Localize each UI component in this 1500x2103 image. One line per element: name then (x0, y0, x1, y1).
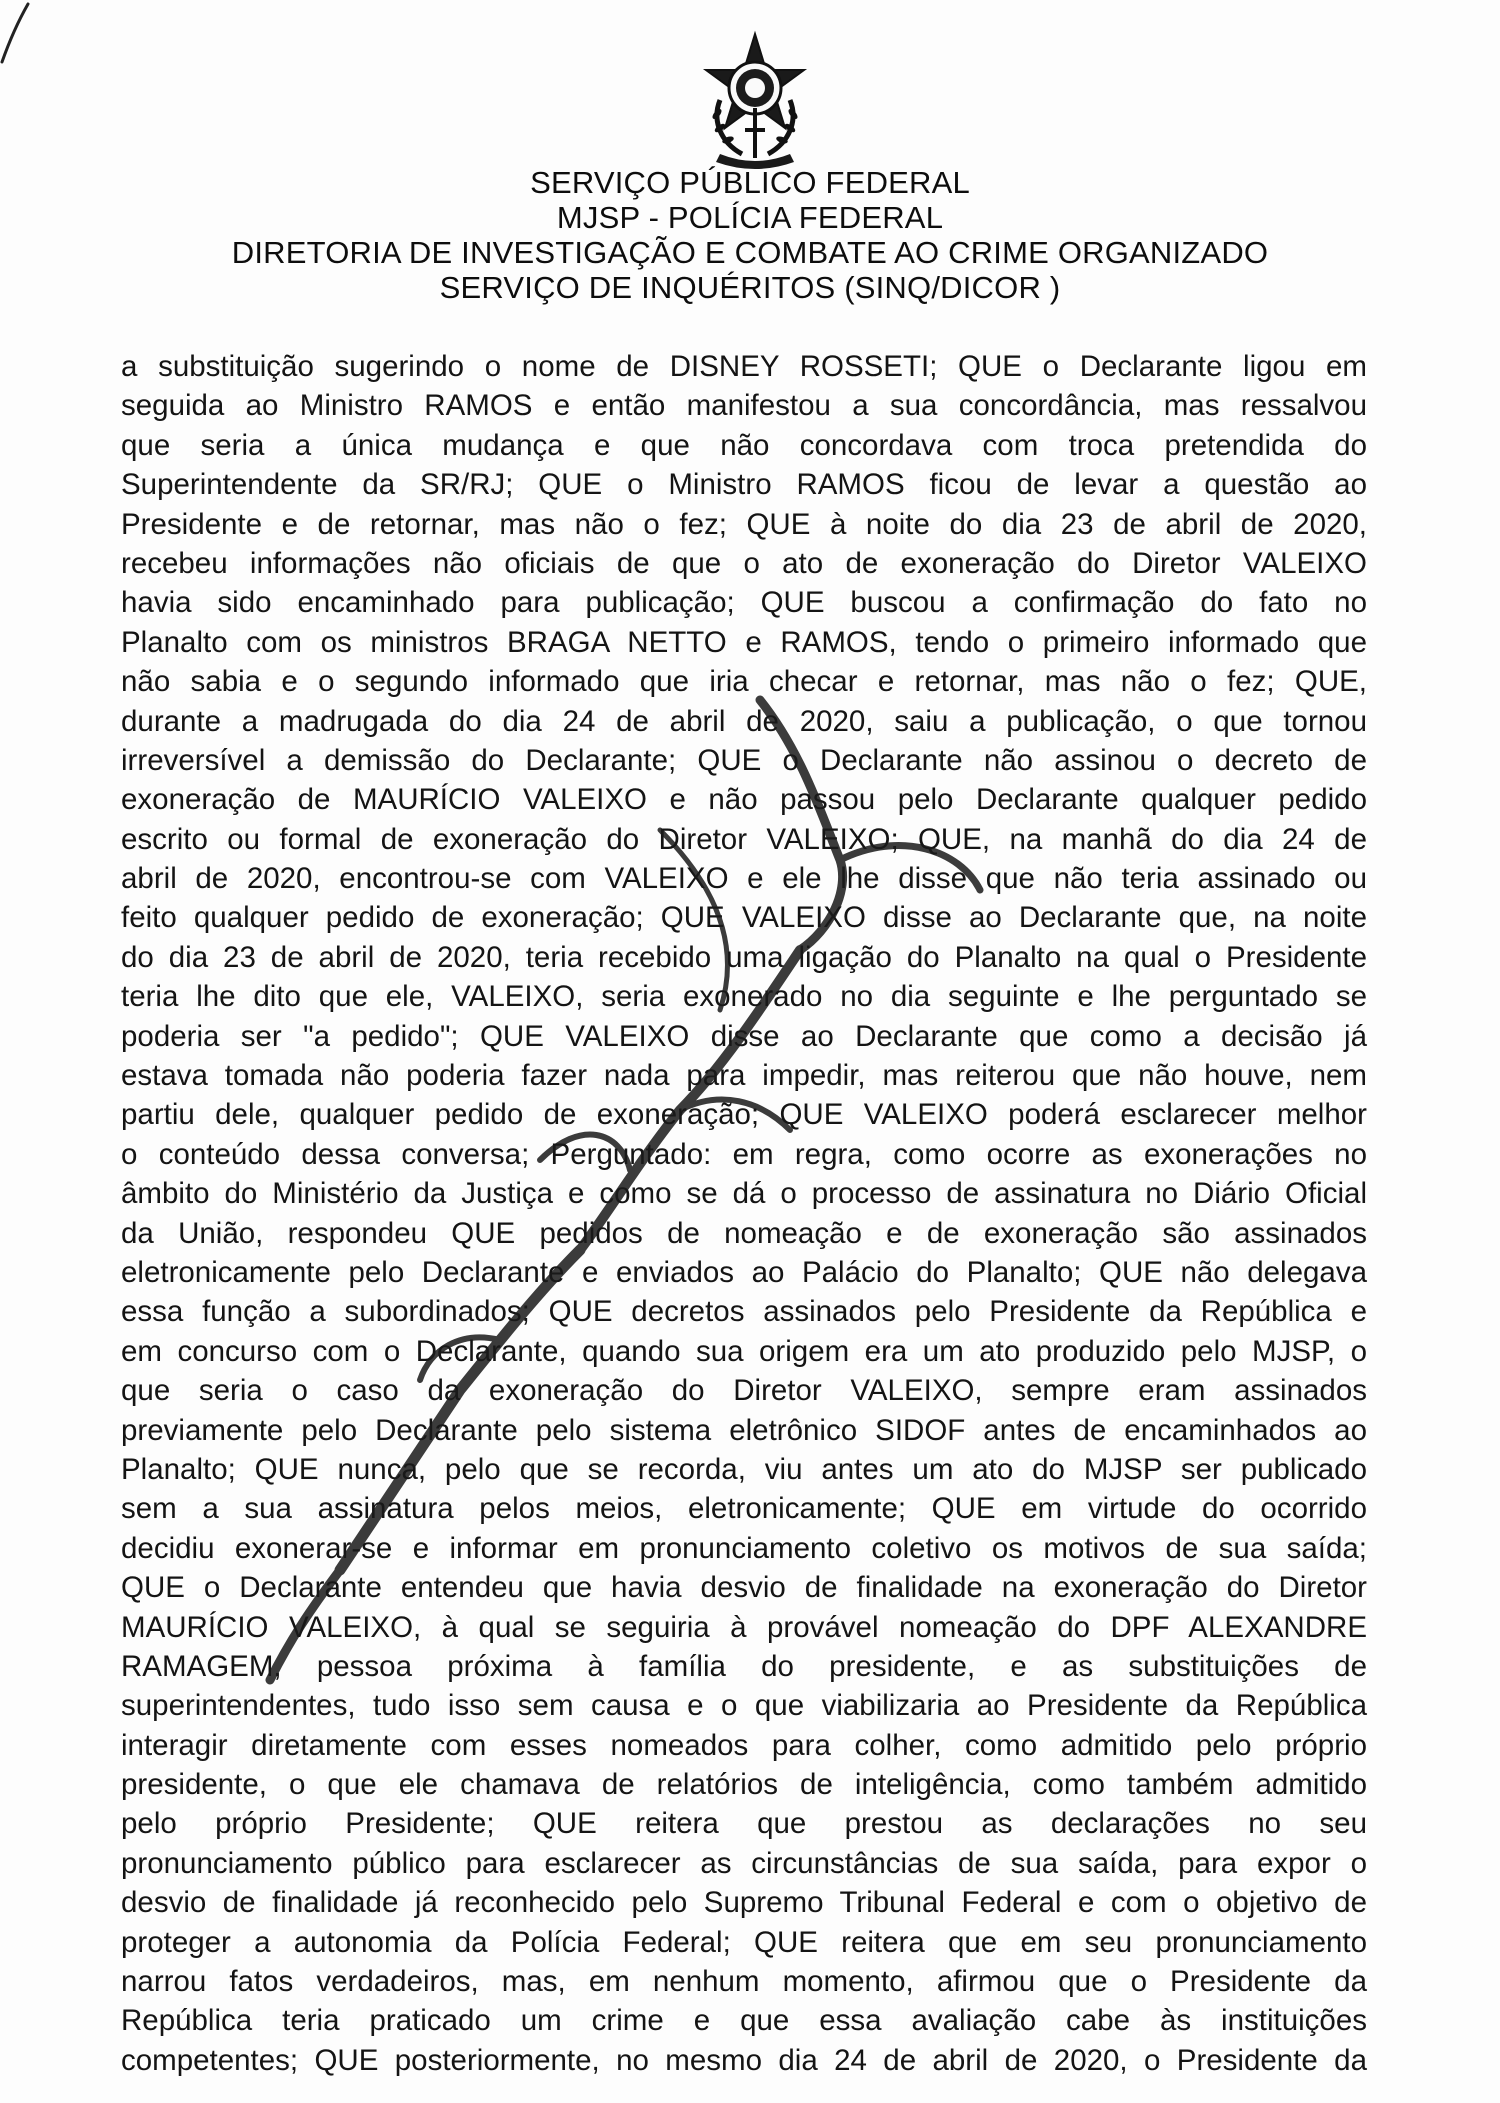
header-line-agency: MJSP - POLÍCIA FEDERAL (556, 200, 944, 235)
body-line: que seria a única mudança e que não concordava com troca pretendida do (121, 428, 1367, 462)
body-line: feito qualquer pedido de exoneração; QUE VALEIXO disse ao Declarante que, na noite (121, 901, 1367, 935)
body-line: partiu dele, qualquer pedido de exoneração; QUE VALEIXO poderá esclarecer melhor (121, 1098, 1367, 1132)
coat-of-arms-icon (690, 30, 820, 170)
body-line: irreversível a demissão do Declarante; QUE o Declarante não assinou o decreto de (121, 743, 1367, 777)
body-line: da União, respondeu QUE pedidos de nomeação e de exoneração são assinados (121, 1216, 1367, 1250)
body-line: Planalto; QUE nunca, pelo que se recorda, viu antes um ato do MJSP ser publicado (121, 1452, 1367, 1486)
body-line: narrou fatos verdadeiros, mas, em nenhum momento, afirmou que o Presidente da (121, 1965, 1367, 1999)
body-line: poderia ser "a pedido"; QUE VALEIXO disse ao Declarante que como a decisão já (121, 1019, 1367, 1053)
body-line: teria lhe dito que ele, VALEIXO, seria exonerado no dia seguinte e lhe perguntado se (121, 980, 1367, 1014)
body-line: eletronicamente pelo Declarante e enviados ao Palácio do Planalto; QUE não delegava (121, 1255, 1367, 1289)
body-line: escrito ou formal de exoneração do Diretor VALEIXO; QUE, na manhã do dia 24 de (121, 822, 1367, 856)
body-line: República teria praticado um crime e que essa avaliação cabe às instituições (121, 2004, 1367, 2038)
body-line: Presidente e de retornar, mas não o fez; QUE à noite do dia 23 de abril de 2020, (121, 507, 1367, 541)
body-line: QUE o Declarante entendeu que havia desvio de finalidade na exoneração do Diretor (121, 1571, 1367, 1605)
body-line: sem a sua assinatura pelos meios, eletronicamente; QUE em virtude do ocorrido (121, 1492, 1367, 1526)
body-line: exoneração de MAURÍCIO VALEIXO e não passou pelo Declarante qualquer pedido (121, 783, 1367, 817)
body-line: essa função a subordinados; QUE decretos assinados pelo Presidente da República e (121, 1295, 1367, 1329)
pen-mark-icon (0, 0, 40, 70)
body-line: âmbito do Ministério da Justiça e como se dá o processo de assinatura no Diário Oficial (121, 1177, 1367, 1211)
body-line: recebeu informações não oficiais de que o ato de exoneração do Diretor VALEIXO (121, 546, 1367, 580)
declaration-body (121, 347, 1367, 2080)
body-line: superintendentes, tudo isso sem causa e o que viabilizaria ao Presidente da República (121, 1689, 1367, 1723)
body-line: RAMAGEM, pessoa próxima à família do presidente, e as substituições de (121, 1649, 1367, 1683)
body-line: abril de 2020, encontrou-se com VALEIXO e ele lhe disse que não teria assinado ou (121, 862, 1367, 896)
body-line: estava tomada não poderia fazer nada para impedir, mas reiterou que não houve, nem (121, 1059, 1367, 1093)
body-line: Planalto com os ministros BRAGA NETTO e RAMOS, tendo o primeiro informado que (121, 625, 1367, 659)
body-line: decidiu exonerar-se e informar em pronunciamento coletivo os motivos de sua saída; (121, 1531, 1367, 1565)
header-line-service: SERVIÇO PÚBLICO FEDERAL (530, 165, 970, 200)
body-line: competentes; QUE posteriormente, no mesmo dia 24 de abril de 2020, o Presidente da (121, 2043, 1367, 2077)
body-line: MAURÍCIO VALEIXO, à qual se seguiria à provável nomeação do DPF ALEXANDRE (121, 1610, 1367, 1644)
body-line: pelo próprio Presidente; QUE reitera que prestou as declarações no seu (121, 1807, 1367, 1841)
body-line: previamente pelo Declarante pelo sistema eletrônico SIDOF antes de encaminhados ao (121, 1413, 1367, 1447)
body-line: desvio de finalidade já reconhecido pelo Supremo Tribunal Federal e com o objetivo de (121, 1886, 1367, 1920)
body-line: que seria o caso da exoneração do Diretor VALEIXO, sempre eram assinados (121, 1374, 1367, 1408)
body-line: Superintendente da SR/RJ; QUE o Ministro RAMOS ficou de levar a questão ao (121, 468, 1367, 502)
body-line: não sabia e o segundo informado que iria checar e retornar, mas não o fez; QUE, (121, 665, 1367, 699)
document-header (0, 165, 1500, 305)
body-line: presidente, o que ele chamava de relatórios de inteligência, como também admitido (121, 1768, 1367, 1802)
header-line-directorate: DIRETORIA DE INVESTIGAÇÃO E COMBATE AO CRIME ORGANIZADO (231, 235, 1269, 270)
body-line: interagir diretamente com esses nomeados para colher, como admitido pelo próprio (121, 1728, 1367, 1762)
body-line: a substituição sugerindo o nome de DISNEY ROSSETI; QUE o Declarante ligou em (121, 350, 1367, 383)
body-line: o conteúdo dessa conversa; Perguntado: em regra, como ocorre as exonerações no (121, 1137, 1367, 1171)
body-line: pronunciamento público para esclarecer as circunstâncias de sua saída, para expor o (121, 1846, 1367, 1880)
body-line: seguida ao Ministro RAMOS e então manifestou a sua concordância, mas ressalvou (121, 389, 1367, 423)
body-line: proteger a autonomia da Polícia Federal; QUE reitera que em seu pronunciamento (121, 1925, 1367, 1959)
body-line: durante a madrugada do dia 24 de abril de 2020, saiu a publicação, o que tornou (121, 704, 1367, 738)
header-line-division: SERVIÇO DE INQUÉRITOS (SINQ/DICOR ) (439, 270, 1061, 305)
body-line: em concurso com o Declarante, quando sua origem era um ato produzido pelo MJSP, o (121, 1334, 1367, 1368)
body-line: havia sido encaminhado para publicação; QUE buscou a confirmação do fato no (121, 586, 1367, 620)
body-line: do dia 23 de abril de 2020, teria recebido uma ligação do Planalto na qual o Presidente (121, 940, 1367, 974)
